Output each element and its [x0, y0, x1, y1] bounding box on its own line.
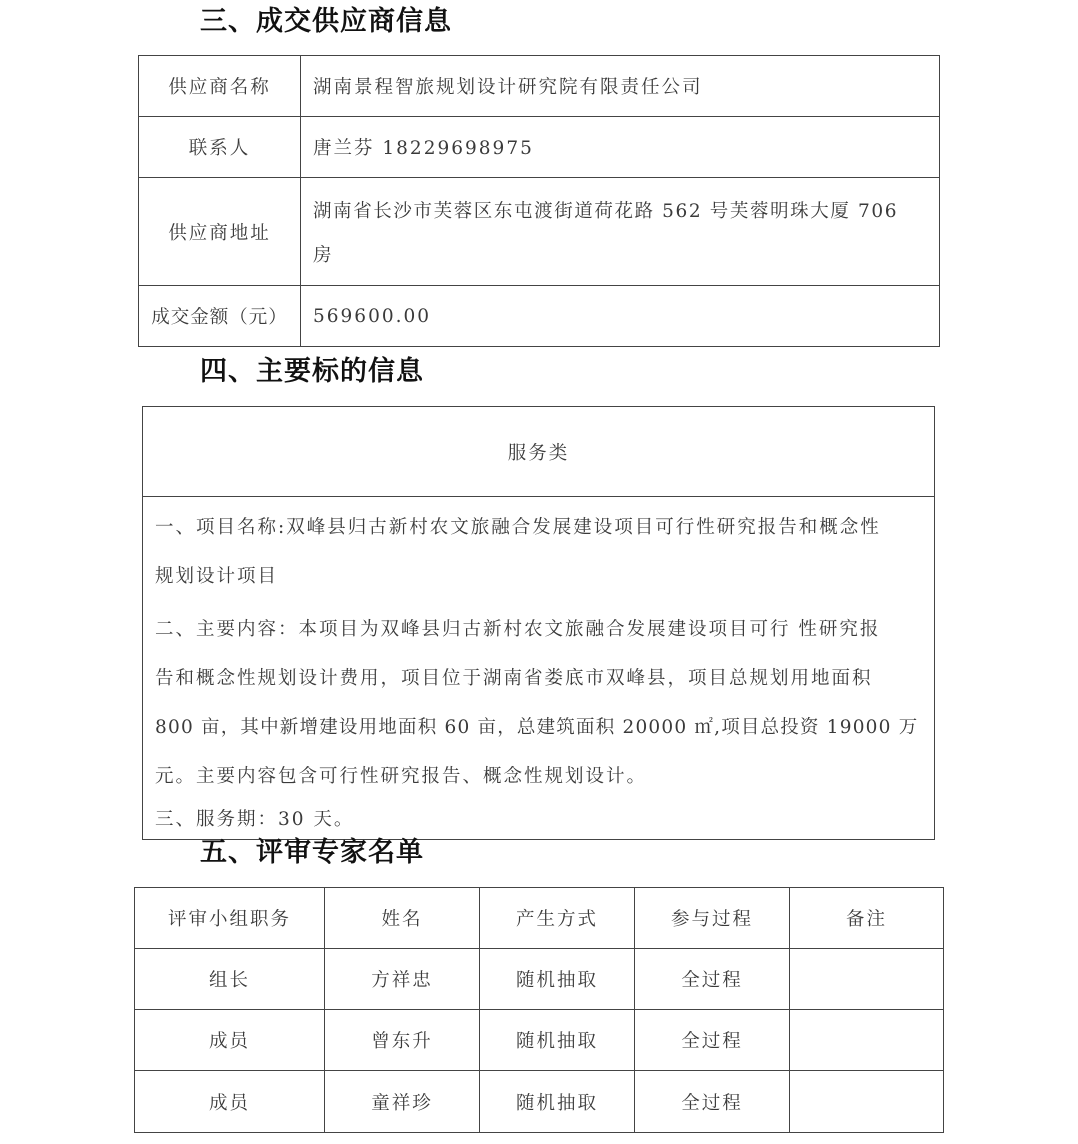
- contact-label: 联系人: [139, 117, 301, 178]
- expert-remarks: [790, 949, 944, 1010]
- expert-remarks: [790, 1071, 944, 1133]
- table-row: [135, 1071, 944, 1133]
- amount-label: 成交金额（元）: [139, 286, 301, 347]
- table-row: [143, 497, 935, 840]
- column-header-participation: 参与过程: [635, 888, 790, 949]
- table-row: [139, 286, 940, 347]
- column-header-role: 评审小组职务: [135, 888, 325, 949]
- expert-name: 方祥忠: [325, 949, 480, 1010]
- contact-value: 唐兰芬 18229698975: [301, 117, 940, 178]
- expert-name: 童祥珍: [325, 1071, 480, 1133]
- subject-info-table: [142, 406, 935, 840]
- subject-category: 服务类: [143, 407, 935, 497]
- main-content-line-4: 元。主要内容包含可行性研究报告、概念性规划设计。: [155, 766, 648, 787]
- address-line-1: 湖南省长沙市芙蓉区东屯渡街道荷花路 562 号芙蓉明珠大厦 706: [313, 200, 899, 222]
- expert-selection-method: 随机抽取: [480, 1010, 635, 1071]
- column-header-name: 姓名: [325, 888, 480, 949]
- supplier-name-value: 湖南景程智旅规划设计研究院有限责任公司: [301, 56, 940, 117]
- subject-description: [143, 497, 935, 840]
- main-content-line-3: 800 亩，其中新增建设用地面积 60 亩，总建筑面积 20000 ㎡,项目总投资 19000 万: [155, 717, 919, 738]
- section-heading-supplier: 三、成交供应商信息: [200, 6, 452, 37]
- address-value: [301, 178, 940, 286]
- main-content-line-2: 告和概念性规划设计费用，项目位于湖南省娄底市双峰县，项目总规划用地面积: [155, 668, 873, 689]
- expert-list-table: [134, 887, 944, 1133]
- supplier-info-table: [138, 55, 940, 347]
- table-row: [139, 178, 940, 286]
- supplier-name-label: 供应商名称: [139, 56, 301, 117]
- service-period: 三、服务期：30 天。: [155, 809, 355, 830]
- section-heading-subject: 四、主要标的信息: [200, 356, 424, 387]
- expert-role: 成员: [135, 1071, 325, 1133]
- column-header-method: 产生方式: [480, 888, 635, 949]
- project-name-line-2: 规划设计项目: [155, 566, 279, 587]
- table-row: [139, 56, 940, 117]
- table-header-row: [135, 888, 944, 949]
- table-row: [135, 949, 944, 1010]
- expert-selection-method: 随机抽取: [480, 1071, 635, 1133]
- table-row: [143, 407, 935, 497]
- table-row: [135, 1010, 944, 1071]
- expert-role: 组长: [135, 949, 325, 1010]
- column-header-remarks: 备注: [790, 888, 944, 949]
- main-content-line-1: 二、主要内容：本项目为双峰县归古新村农文旅融合发展建设项目可行 性研究报: [155, 619, 881, 640]
- project-name-line-1: 一、项目名称:双峰县归古新村农文旅融合发展建设项目可行性研究报告和概念性: [155, 517, 881, 538]
- address-line-2: 房: [313, 244, 334, 266]
- table-row: [139, 117, 940, 178]
- amount-value: 569600.00: [301, 286, 940, 347]
- address-label: 供应商地址: [139, 178, 301, 286]
- expert-participation: 全过程: [635, 1010, 790, 1071]
- expert-selection-method: 随机抽取: [480, 949, 635, 1010]
- expert-participation: 全过程: [635, 949, 790, 1010]
- expert-remarks: [790, 1010, 944, 1071]
- expert-name: 曾东升: [325, 1010, 480, 1071]
- section-heading-experts: 五、评审专家名单: [200, 837, 424, 868]
- expert-role: 成员: [135, 1010, 325, 1071]
- expert-participation: 全过程: [635, 1071, 790, 1133]
